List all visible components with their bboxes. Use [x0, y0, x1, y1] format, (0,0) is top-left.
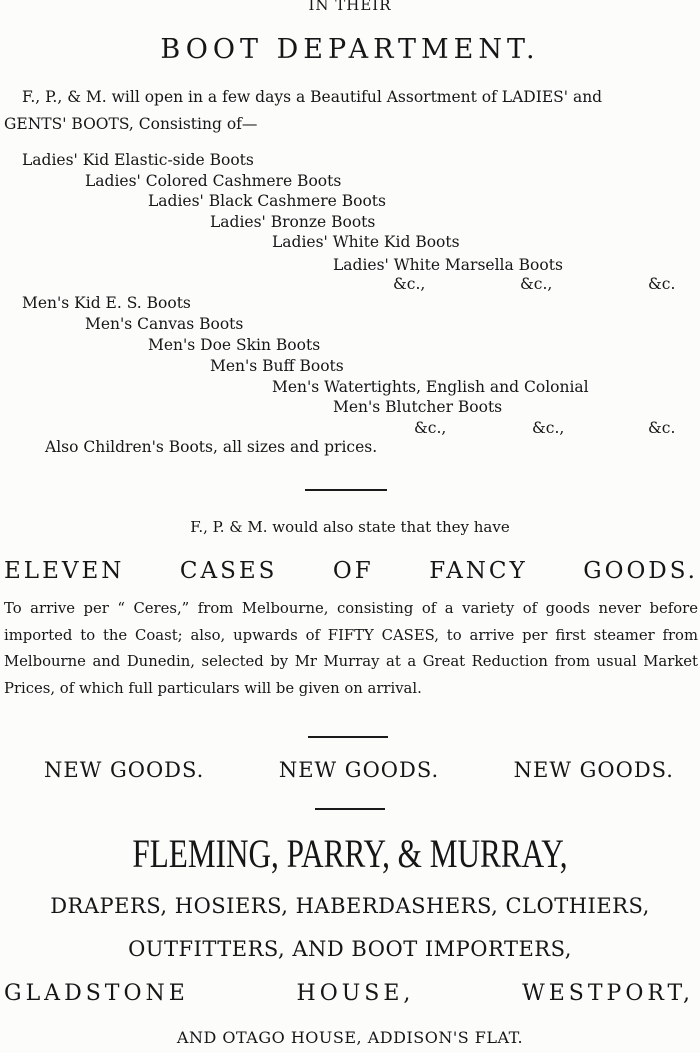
address-word: WESTPORT,	[522, 981, 694, 1006]
list-item-mens: Men's Blutcher Boots	[333, 398, 503, 416]
etc-mark: &c.,	[520, 275, 553, 293]
list-item-ladies: Ladies' White Marsella Boots	[333, 256, 563, 274]
list-item-mens: Men's Buff Boots	[210, 357, 344, 375]
fancy-intro-line: F., P. & M. would also state that they have	[190, 518, 510, 536]
intro-paragraph	[4, 84, 698, 138]
heading-boot-department: BOOT DEPARTMENT.	[160, 34, 540, 65]
heading-word: GOODS.	[583, 558, 698, 584]
heading-word: CASES	[179, 558, 278, 584]
new-goods-banner	[44, 758, 674, 782]
header-in-their: IN THEIR	[308, 0, 392, 14]
etc-mark: &c.,	[414, 419, 447, 437]
firm-otago-house: AND OTAGO HOUSE, ADDISON'S FLAT.	[176, 1028, 524, 1047]
firm-outfitters: OUTFITTERS, AND BOOT IMPORTERS,	[128, 937, 572, 961]
list-item-ladies: Ladies' Bronze Boots	[210, 213, 376, 231]
list-item-ladies: Ladies' White Kid Boots	[272, 233, 460, 251]
list-item-ladies: Ladies' Colored Cashmere Boots	[85, 172, 342, 190]
firm-trades: DRAPERS, HOSIERS, HABERDASHERS, CLOTHIERS,	[50, 894, 650, 918]
childrens-boots-line: Also Children's Boots, all sizes and prices.	[45, 438, 378, 456]
list-item-mens: Men's Canvas Boots	[85, 315, 244, 333]
heading-word: FANCY	[429, 558, 528, 584]
etc-mark: &c.	[648, 419, 676, 437]
heading-word: ELEVEN	[4, 558, 125, 584]
fancy-goods-paragraph: To arrive per “ Ceres,” from Melbourne, consisting of a variety of goods never before imported to the Coast; also, upwards of FIFTY CASES, to arrive per first steamer from Melbourne and Dunedin, selected by Mr Murray at a Great Reduction from usual Market Prices, of which full particulars will be given on arrival.	[4, 600, 698, 697]
new-goods-item: NEW GOODS.	[44, 758, 205, 782]
intro-line-2: GENTS' BOOTS, Consisting of—	[4, 115, 258, 133]
etc-mark: &c.	[648, 275, 676, 293]
etc-mark: &c.,	[532, 419, 565, 437]
list-item-ladies: Ladies' Black Cashmere Boots	[148, 192, 386, 210]
new-goods-item: NEW GOODS.	[513, 758, 674, 782]
firm-name: FLEMING, PARRY, & MURRAY,	[132, 831, 568, 876]
intro-line-1: F., P., & M. will open in a few days a Beautiful Assortment of LADIES' and	[22, 88, 603, 106]
list-item-mens: Men's Kid E. S. Boots	[22, 294, 191, 312]
list-item-mens: Men's Doe Skin Boots	[148, 336, 321, 354]
new-goods-item: NEW GOODS.	[278, 758, 440, 782]
address-word: HOUSE,	[296, 981, 415, 1006]
list-item-ladies: Ladies' Kid Elastic-side Boots	[22, 151, 254, 169]
heading-word: OF	[332, 558, 374, 584]
address-word: GLADSTONE	[4, 981, 189, 1006]
list-item-mens: Men's Watertights, English and Colonial	[272, 378, 589, 396]
firm-address	[4, 981, 694, 1006]
divider-rule	[305, 489, 387, 491]
divider-rule	[315, 808, 385, 810]
divider-rule	[308, 736, 388, 738]
etc-mark: &c.,	[393, 275, 426, 293]
heading-eleven-cases	[4, 558, 698, 584]
